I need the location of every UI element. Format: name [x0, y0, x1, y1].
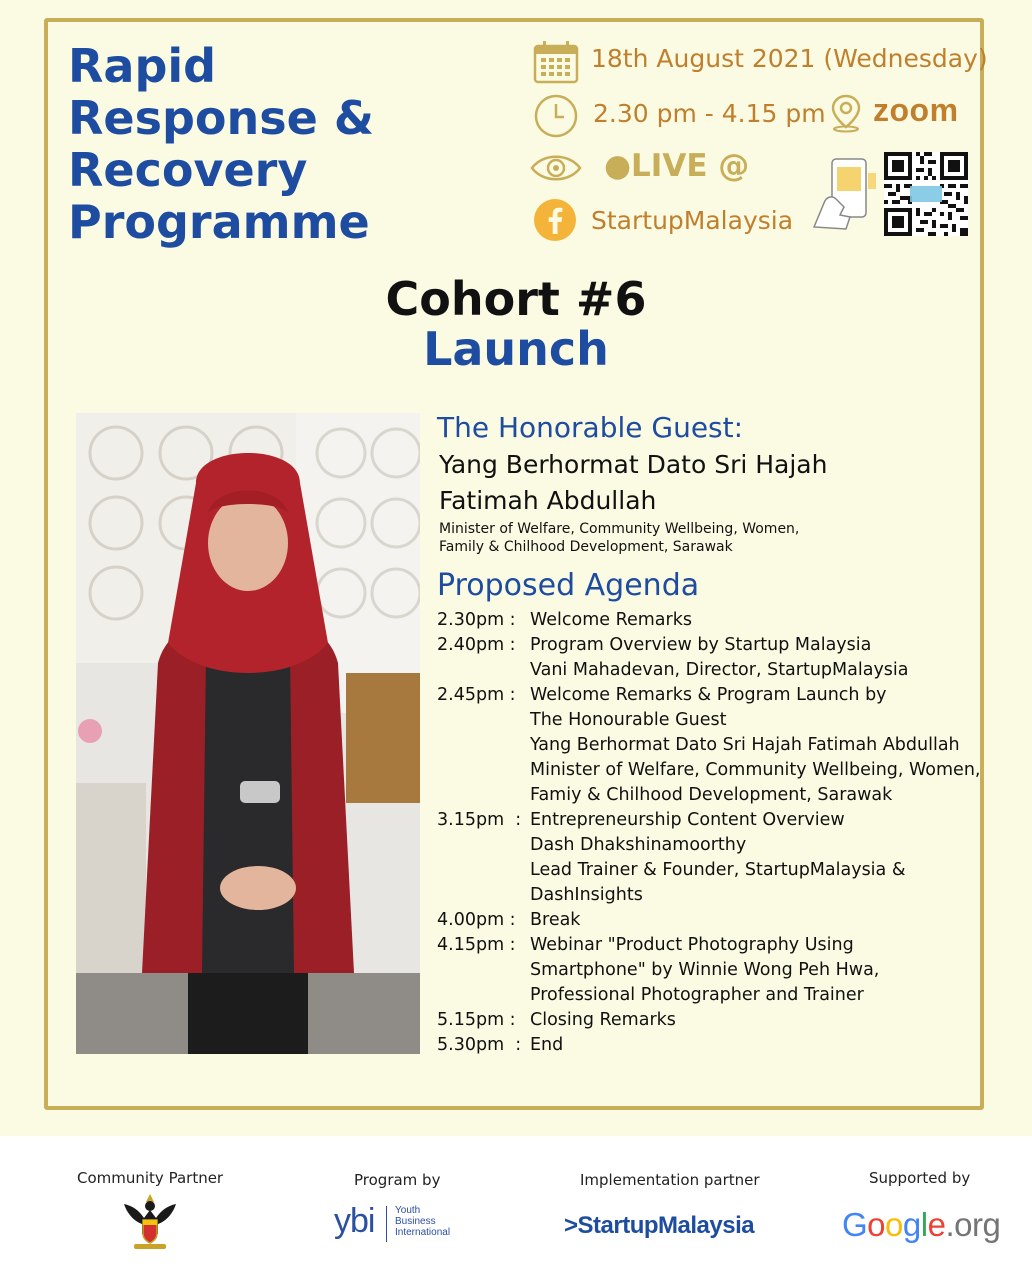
agenda-time: 5.30pm : [437, 1035, 522, 1055]
guest-role: Minister of Welfare, Community Wellbeing, Women, Family & Chilhood Development, Sarawak [439, 521, 800, 555]
guest-photo [76, 413, 420, 1054]
calendar-icon [533, 40, 579, 84]
agenda-text: End [530, 1035, 564, 1055]
startup-malaysia-logo: >StartupMalaysia [564, 1212, 755, 1239]
agenda-list [437, 608, 980, 1058]
agenda-text: Break [530, 910, 581, 930]
agenda-time: 5.15pm : [437, 1010, 516, 1030]
ybi-logo-mark: ybi [334, 1202, 375, 1240]
community-partner-label: Community Partner [77, 1169, 224, 1187]
agenda-text: Entrepreneurship Content Overview Dash Dhakshinamoorthy Lead Trainer & Founder, StartupMalaysia & DashInsights [530, 810, 906, 905]
agenda-time: 2.30pm : [437, 610, 516, 630]
agenda-item [437, 808, 980, 908]
clock-icon [533, 93, 579, 139]
event-time: 2.30 pm - 4.15 pm [593, 99, 826, 128]
agenda-time: 4.00pm : [437, 910, 516, 930]
agenda-item [437, 683, 980, 808]
event-date: 18th August 2021 (Wednesday) [591, 44, 988, 73]
programme-title: Rapid Response & Recovery Programme [68, 39, 374, 249]
agenda-heading: Proposed Agenda [437, 568, 700, 603]
ybi-logo-text: Youth Business International [395, 1205, 451, 1238]
supported-by-label: Supported by [869, 1169, 971, 1187]
facebook-page-name: StartupMalaysia [591, 206, 794, 235]
agenda-text: Closing Remarks [530, 1010, 676, 1030]
program-by-label: Program by [354, 1171, 441, 1189]
sarawak-crest-logo [120, 1188, 180, 1252]
agenda-item [437, 933, 980, 1008]
zoom-logo: zoom [873, 92, 959, 128]
agenda-text: Welcome Remarks [530, 610, 692, 630]
live-label: ●LIVE @ [604, 148, 750, 184]
google-org-logo: Google.org [842, 1206, 1001, 1243]
agenda-time: 2.45pm : [437, 685, 516, 705]
facebook-icon [533, 198, 577, 242]
agenda-text: Welcome Remarks & Program Launch by The Honourable Guest Yang Berhormat Dato Sri Hajah Fatimah Abdullah Minister of Welfare, Community Wellbeing, Women, Famiy & Chilhood Development, Sarawak [530, 685, 981, 805]
qr-code[interactable] [884, 152, 968, 236]
agenda-text: Webinar "Product Photography Using Smartphone" by Winnie Wong Peh Hwa, Professional Photographer and Trainer [530, 935, 880, 1005]
agenda-item [437, 1008, 980, 1033]
launch-title: Launch [423, 322, 609, 376]
eye-icon [529, 150, 583, 186]
agenda-item [437, 608, 980, 633]
ybi-divider [386, 1206, 387, 1242]
phone-scan-icon [810, 155, 882, 231]
location-pin-icon [829, 93, 863, 133]
guest-name: Yang Berhormat Dato Sri Hajah Fatimah Abdullah [439, 450, 828, 515]
implementation-partner-label: Implementation partner [580, 1171, 760, 1189]
guest-heading: The Honorable Guest: [437, 411, 744, 444]
cohort-title: Cohort #6 [385, 272, 647, 326]
agenda-time: 4.15pm : [437, 935, 516, 955]
agenda-text: Program Overview by Startup Malaysia Vani Mahadevan, Director, StartupMalaysia [530, 635, 909, 680]
partner-footer [0, 1136, 1032, 1280]
agenda-item [437, 633, 980, 683]
agenda-time: 2.40pm : [437, 635, 516, 655]
agenda-time: 3.15pm : [437, 810, 522, 830]
agenda-item [437, 1033, 980, 1058]
agenda-item [437, 908, 980, 933]
